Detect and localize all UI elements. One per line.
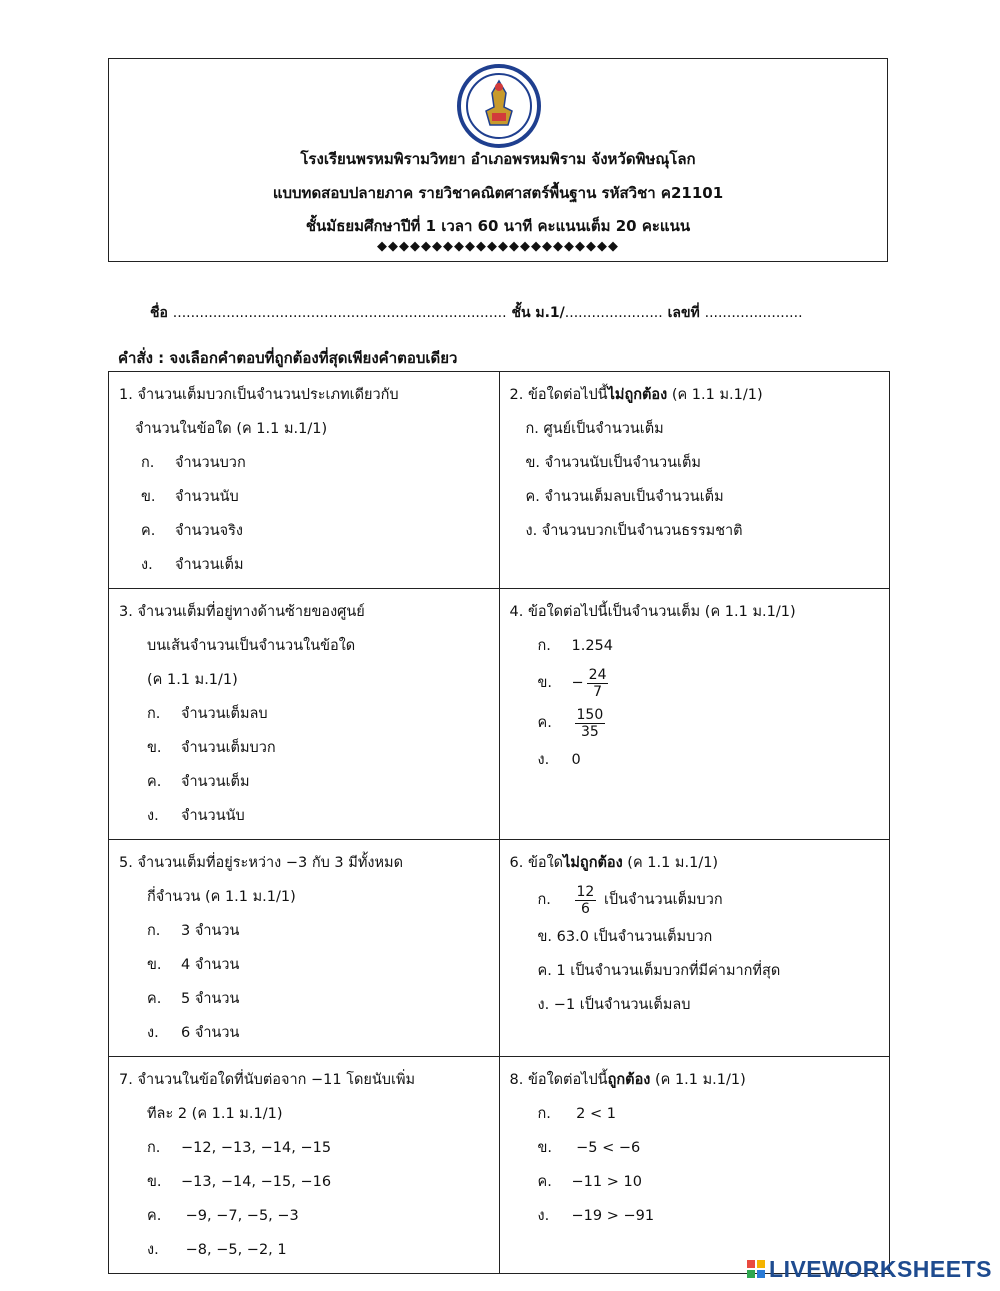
- instruction: คำสั่ง : จงเลือกคำตอบที่ถูกต้องที่สุดเพียงคำตอบเดียว: [118, 349, 458, 367]
- choice-a[interactable]: ก. 1.254: [537, 638, 614, 654]
- choice-c[interactable]: ค. จำนวนเต็ม: [147, 774, 250, 790]
- question-7: 7. จำนวนในข้อใดที่นับต่อจาก −11 โดยนับเพิ่ม ทีละ 2 (ค 1.1 ม.1/1) ก. −12, −13, −14, −15 ข. −13, −14, −15, −16 ค. −9, −7, −5, −3 ง. −8, −5, −2, 1: [109, 1057, 500, 1274]
- choice-a[interactable]: ก. −12, −13, −14, −15: [147, 1140, 332, 1156]
- choice-b[interactable]: ข. 63.0 เป็นจำนวนเต็มบวก: [537, 929, 713, 945]
- number-blank[interactable]: ......................: [704, 305, 803, 321]
- brand-text: LIVEWORKSHEETS: [769, 1255, 992, 1282]
- class-label: ชั้น ม.1/: [511, 305, 565, 321]
- diamond-divider: ◆◆◆◆◆◆◆◆◆◆◆◆◆◆◆◆◆◆◆◆◆◆: [377, 239, 619, 254]
- exam-header: [108, 58, 888, 262]
- choice-b[interactable]: ข. 4 จำนวน: [147, 957, 240, 973]
- choice-c[interactable]: ค. จำนวนจริง: [141, 523, 243, 539]
- exam-title: แบบทดสอบปลายภาค รายวิชาคณิตศาสตร์พื้นฐาน รหัสวิชา ค21101: [272, 184, 724, 202]
- choice-c[interactable]: ค. 5 จำนวน: [147, 991, 240, 1007]
- fraction: $\frac{24}{7}$: [588, 666, 607, 700]
- number-label: เลขที่: [667, 305, 700, 321]
- choice-a[interactable]: ก. $\frac{12}{6}$ เป็นจำนวนเต็มบวก: [537, 883, 723, 917]
- question-5: 5. จำนวนเต็มที่อยู่ระหว่าง −3 กับ 3 มีทั้งหมด กี่จำนวน (ค 1.1 ม.1/1) ก. 3 จำนวน ข. 4 จำนวน ค. 5 จำนวน ง. 6 จำนวน: [109, 840, 500, 1057]
- choice-a[interactable]: ก. จำนวนบวก: [141, 455, 246, 471]
- choice-b[interactable]: ข. − $\frac{24}{7}$: [537, 666, 607, 700]
- choice-d[interactable]: ง. จำนวนเต็ม: [141, 557, 244, 573]
- fraction: $\frac{150}{35}$: [576, 706, 604, 740]
- liveworksheets-icon: [747, 1260, 765, 1278]
- question-2: 2. ข้อใดต่อไปนี้ไม่ถูกต้อง (ค 1.1 ม.1/1) ก. ศูนย์เป็นจำนวนเต็ม ข. จำนวนนับเป็นจำนวนเต็ม ค. จำนวนเต็มลบเป็นจำนวนเต็ม ง. จำนวนบวกเป็นจำนวนธรรมชาติ: [499, 372, 890, 589]
- school-name: โรงเรียนพรหมพิรามวิทยา อำเภอพรหมพิราม จังหวัดพิษณุโลก: [300, 150, 696, 168]
- choice-a[interactable]: ก. ศูนย์เป็นจำนวนเต็ม: [525, 421, 664, 437]
- choice-b[interactable]: ข. จำนวนนับเป็นจำนวนเต็ม: [525, 455, 701, 471]
- class-blank[interactable]: ......................: [564, 305, 663, 321]
- choice-b[interactable]: ข. จำนวนเต็มบวก: [147, 740, 276, 756]
- choice-c[interactable]: ค. −11 > 10: [537, 1174, 642, 1190]
- choice-b[interactable]: ข. −5 < −6: [537, 1140, 641, 1156]
- choice-d[interactable]: ง. จำนวนนับ: [147, 808, 245, 824]
- fraction: $\frac{12}{6}$: [576, 883, 595, 917]
- name-label: ชื่อ: [150, 305, 168, 321]
- question-1: 1. จำนวนเต็มบวกเป็นจำนวนประเภทเดียวกับ จำนวนในข้อใด (ค 1.1 ม.1/1) ก. จำนวนบวก ข. จำนวนนับ ค. จำนวนจริง ง. จำนวนเต็ม: [109, 372, 500, 589]
- school-seal-icon: [456, 63, 542, 149]
- choice-d[interactable]: ง. 0: [537, 752, 581, 768]
- question-8: 8. ข้อใดต่อไปนี้ถูกต้อง (ค 1.1 ม.1/1) ก. 2 < 1 ข. −5 < −6 ค. −11 > 10 ง. −19 > −91: [499, 1057, 890, 1274]
- choice-a[interactable]: ก. 3 จำนวน: [147, 923, 240, 939]
- name-blank[interactable]: ...........................................................................: [172, 305, 507, 321]
- choice-c[interactable]: ค. 1 เป็นจำนวนเต็มบวกที่มีค่ามากที่สุด: [537, 963, 781, 979]
- liveworksheets-logo: [747, 1255, 992, 1283]
- exam-info: ชั้นมัธยมศึกษาปีที่ 1 เวลา 60 นาที คะแนนเต็ม 20 คะแนน: [305, 217, 691, 235]
- choice-c[interactable]: ค. จำนวนเต็มลบเป็นจำนวนเต็ม: [525, 489, 724, 505]
- choice-d[interactable]: ง. −1 เป็นจำนวนเต็มลบ: [537, 997, 691, 1013]
- choice-d[interactable]: ง. จำนวนบวกเป็นจำนวนธรรมชาติ: [525, 523, 743, 539]
- question-4: 4. ข้อใดต่อไปนี้เป็นจำนวนเต็ม (ค 1.1 ม.1/1) ก. 1.254 ข. − $\frac{24}{7}$ ค. $\frac{150}{35}$ ง. 0: [499, 589, 890, 840]
- choice-d[interactable]: ง. 6 จำนวน: [147, 1025, 240, 1041]
- choice-b[interactable]: ข. −13, −14, −15, −16: [147, 1174, 332, 1190]
- question-6: 6. ข้อใดไม่ถูกต้อง (ค 1.1 ม.1/1) ก. $\frac{12}{6}$ เป็นจำนวนเต็มบวก ข. 63.0 เป็นจำนวนเต็มบวก ค. 1 เป็นจำนวนเต็มบวกที่มีค่ามากที่สุด ง. −1 เป็นจำนวนเต็มลบ: [499, 840, 890, 1057]
- student-info-line: [150, 302, 803, 324]
- choice-d[interactable]: ง. −8, −5, −2, 1: [147, 1242, 287, 1258]
- question-grid: [108, 371, 890, 1274]
- choice-a[interactable]: ก. จำนวนเต็มลบ: [147, 706, 268, 722]
- choice-c[interactable]: ค. −9, −7, −5, −3: [147, 1208, 299, 1224]
- choice-a[interactable]: ก. 2 < 1: [537, 1106, 616, 1122]
- choice-c[interactable]: ค. $\frac{150}{35}$: [537, 706, 604, 740]
- choice-d[interactable]: ง. −19 > −91: [537, 1208, 655, 1224]
- question-3: 3. จำนวนเต็มที่อยู่ทางด้านซ้ายของศูนย์ บนเส้นจำนวนเป็นจำนวนในข้อใด (ค 1.1 ม.1/1) ก. จำนวนเต็มลบ ข. จำนวนเต็มบวก ค. จำนวนเต็ม ง. จำนวนนับ: [109, 589, 500, 840]
- choice-b[interactable]: ข. จำนวนนับ: [141, 489, 239, 505]
